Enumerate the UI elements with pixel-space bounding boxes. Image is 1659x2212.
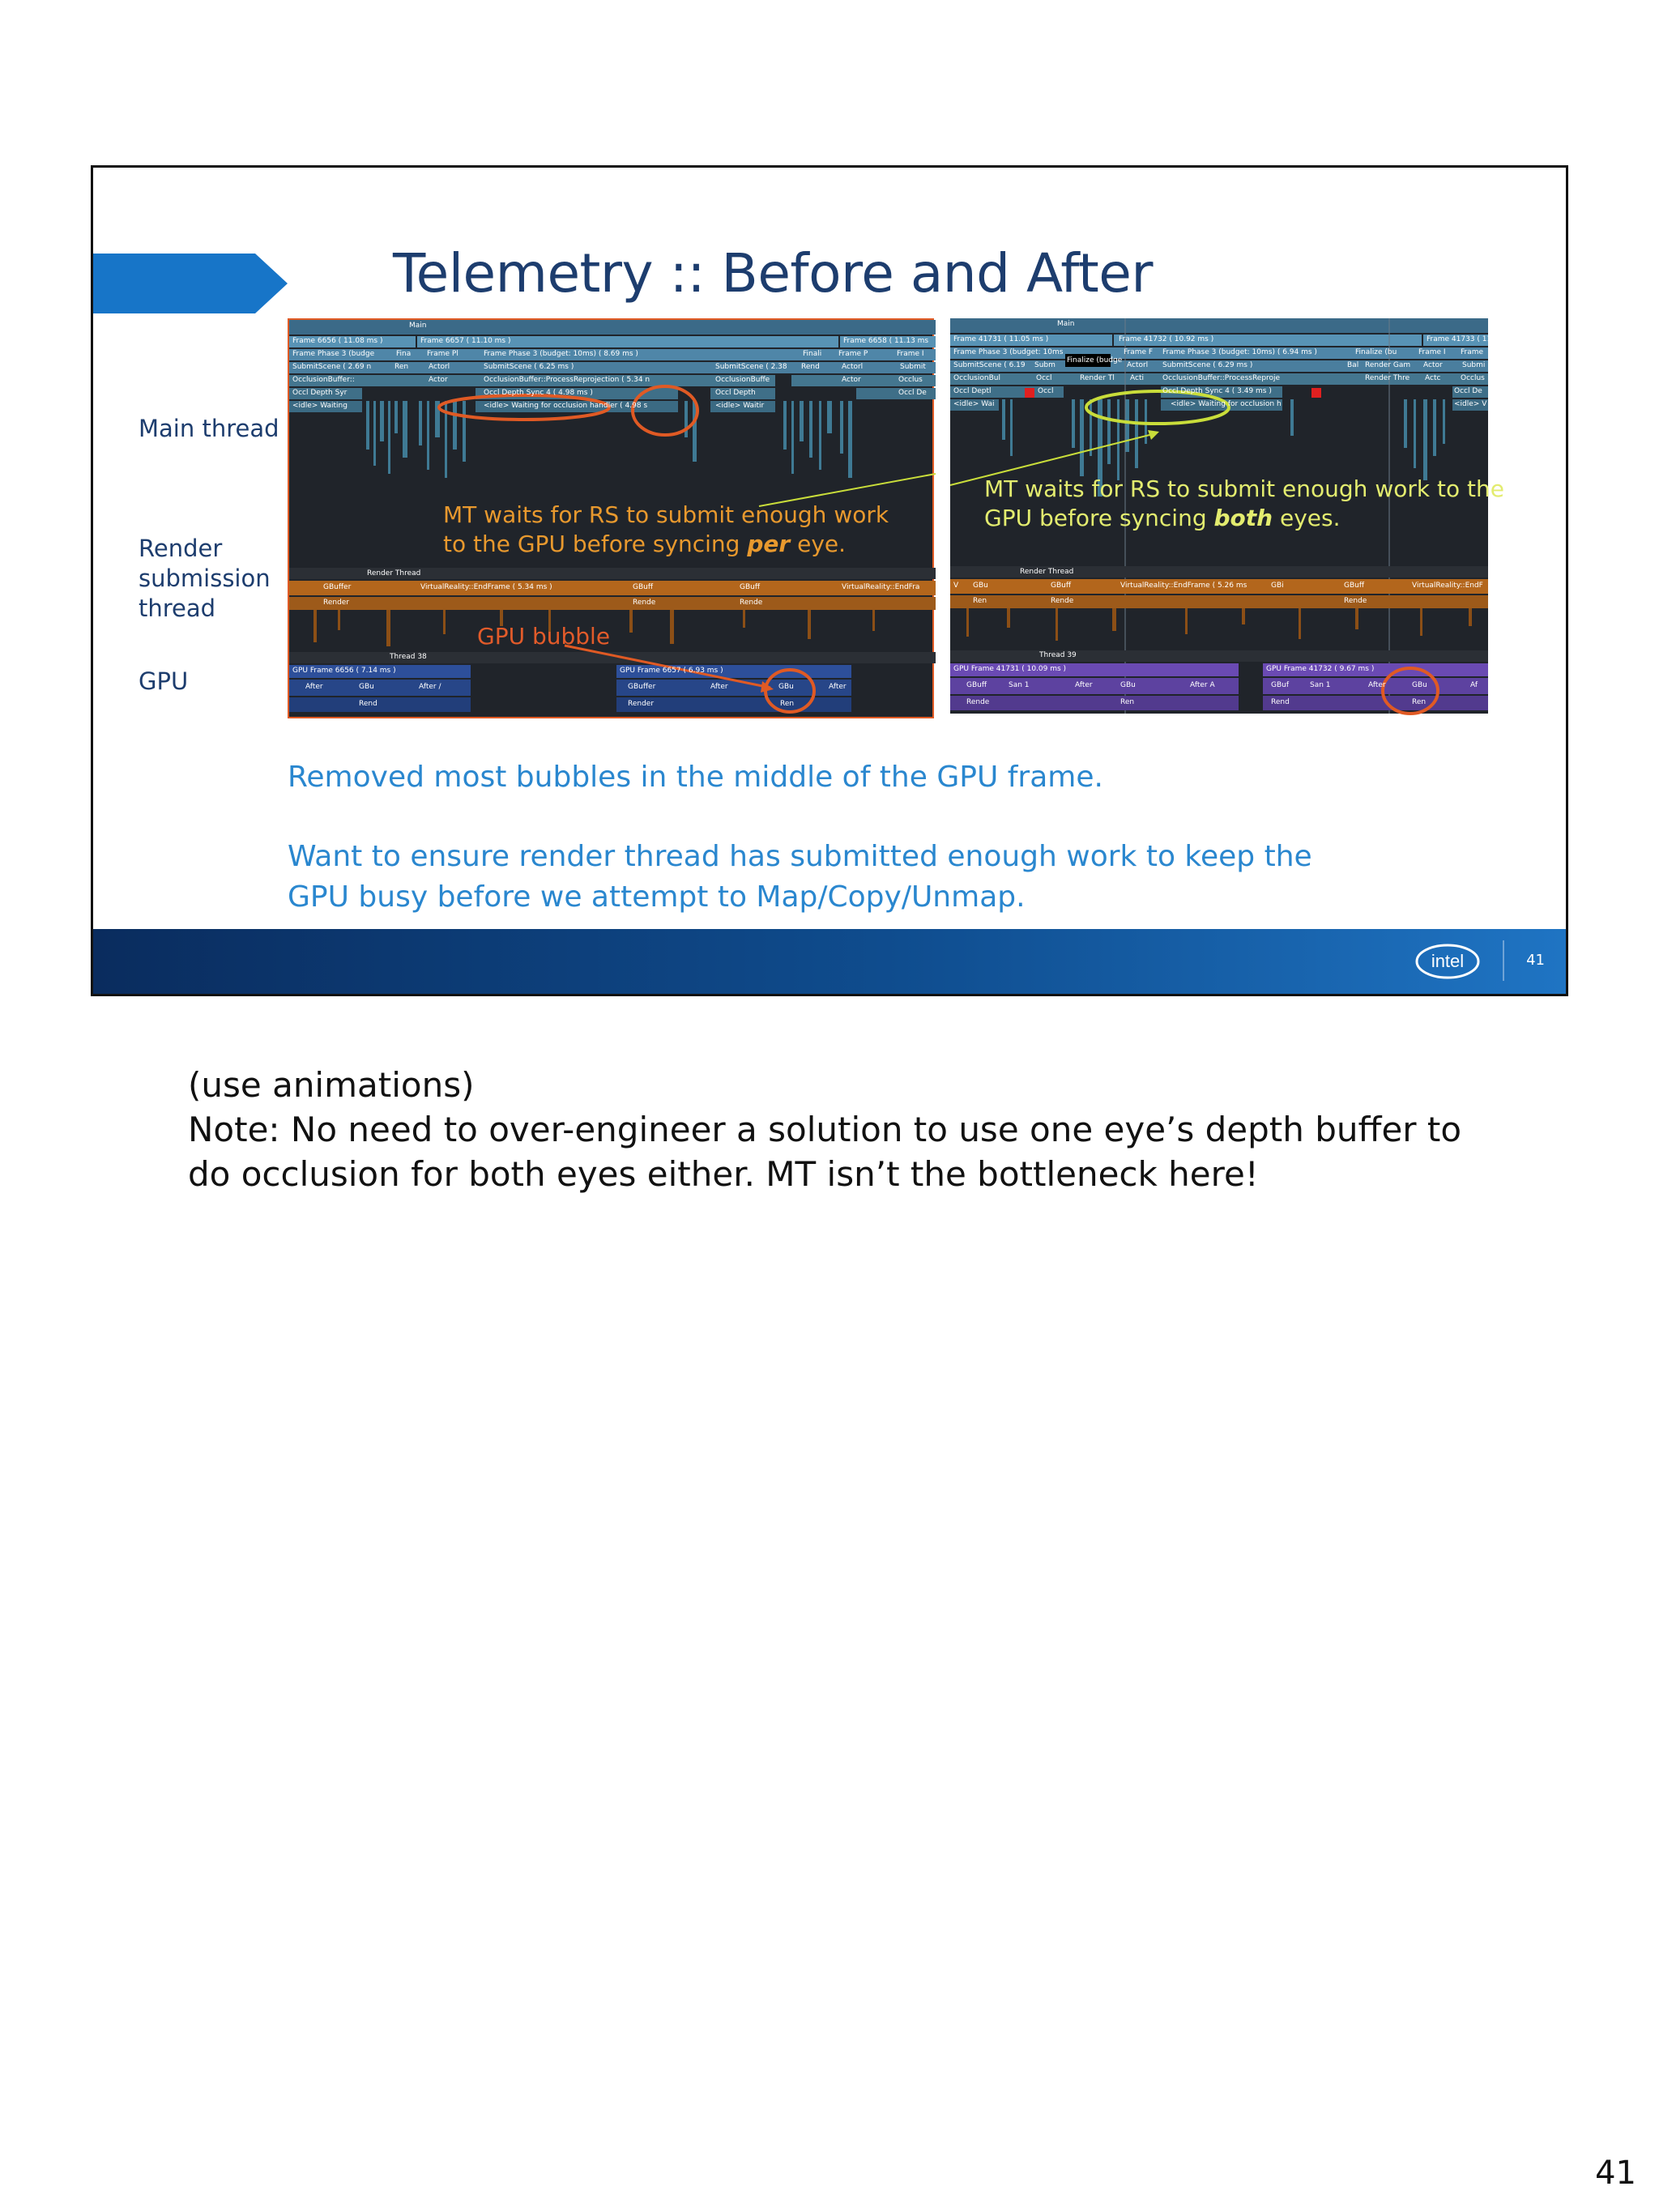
after-idle-0: <idle> Wai [953,400,995,408]
gpu-bubble-label: GPU bubble [477,623,611,650]
after-occl-0: OcclusionBul [953,374,1000,382]
after-occl-3: Acti [1130,374,1144,382]
before-submit-0: SubmitScene ( 2.69 n [292,363,372,371]
after-phase-0: Frame Phase 3 (budget: 10ms [953,348,1064,356]
before-depth-3: Occl De [898,389,927,397]
after-gpu-frame-1: GPU Frame 41732 ( 9.67 ms ) [1266,665,1375,673]
before-gpu-frame-0: GPU Frame 6656 ( 7.14 ms ) [292,667,396,675]
before-render2-2: Rende [740,599,763,607]
after-gpu2-3: Ren [1412,698,1427,706]
after-render-2: GBuff [1051,582,1072,590]
intel-logo [1414,940,1482,982]
after-render-0: V [953,582,959,590]
before-idle-2: <idle> Waitir [715,402,765,410]
after-submit-2: Actorl [1127,361,1149,369]
after-gpu-3: GBu [1120,681,1136,689]
before-depth-2: Occl Depth [715,389,756,397]
slide-footer [93,929,1566,994]
after-gpu-5: GBuf [1271,681,1290,689]
after-submit-6: Actor [1423,361,1443,369]
after-render2-0: Ren [973,597,987,605]
after-idle-2: <idle> V [1454,400,1487,408]
body-line-3: GPU busy before we attempt to Map/Copy/Unmap. [288,880,1026,914]
after-occl-2: Render Tl [1080,374,1115,382]
after-render-6: VirtualReality::EndF [1412,582,1483,590]
presentation-slide [91,165,1568,996]
after-gpu-4: After A [1190,681,1215,689]
after-idle-1: <idle> Waiting for occlusion h [1171,400,1282,408]
notes-line-2: Note: No need to over-engineer a solution to use one eye’s depth buffer to [188,1110,1462,1149]
before-idle-0: <idle> Waiting [292,402,348,410]
after-occl-5: Render Thre [1365,374,1410,382]
after-depth-0: Occl Deptl [953,387,992,395]
after-frame-0: Frame 41731 ( 11.05 ms ) [953,335,1049,343]
after-gpu-frame-0: GPU Frame 41731 ( 10.09 ms ) [953,665,1067,673]
before-occl-4: Actor [842,376,861,384]
after-render2-1: Rende [1051,597,1074,605]
before-render-3: GBuff [740,583,761,591]
before-submit-4: SubmitScene ( 2.38 [715,363,787,371]
before-render-1: VirtualReality::EndFrame ( 5.34 ms ) [420,583,552,591]
before-phase-4: Finali [803,350,822,358]
after-note-line1: MT waits for RS to submit enough work to the [984,475,1504,502]
after-render2-2: Rende [1344,597,1367,605]
before-phase-1: Fina [396,350,412,358]
after-depth-2: Occl Depth Sync 4 ( 3.49 ms ) [1162,387,1272,395]
after-frame-1: Frame 41732 ( 10.92 ms ) [1119,335,1214,343]
before-render-0: GBuffer [323,583,352,591]
before-main-header: Main [409,322,427,330]
before-depth-0: Occl Depth Syr [292,389,348,397]
after-gpu-2: After [1075,681,1093,689]
before-gpu2-1: Render [628,700,655,708]
after-gpu-9: Af [1470,681,1478,689]
after-phase-1: Frame F [1124,348,1154,356]
before-gpu-6: After [829,683,847,691]
before-submit-1: Ren [394,363,409,371]
before-occl-3: OcclusionBuffe [715,376,770,384]
after-gpu2-0: Rende [966,698,990,706]
before-phase-2: Frame Pl [427,350,458,358]
before-render2-0: Render [323,599,350,607]
after-gpu-1: San 1 [1009,681,1030,689]
after-phase-5: Frame [1461,348,1484,356]
after-phase-3: Finalize (bu [1355,348,1397,356]
before-thread-header: Thread 38 [390,653,427,661]
telemetry-before-panel [288,318,934,718]
after-main-header: Main [1057,320,1075,328]
slide-title: Telemetry :: Before and After [393,242,1153,305]
before-render2-1: Rende [633,599,656,607]
before-note-line2: to the GPU before syncing per eye. [443,531,847,557]
before-gpu-2: After / [419,683,441,691]
label-gpu: GPU [139,667,189,695]
after-render-1: GBu [973,582,988,590]
before-phase-5: Frame P [838,350,868,358]
before-gpu-5: GBu [778,683,794,691]
after-depth-1: Occl [1038,387,1054,395]
before-submit-7: Submit [900,363,926,371]
after-submit-3: SubmitScene ( 6.29 ms ) [1162,361,1253,369]
after-occl-6: Actc [1425,374,1441,382]
after-submit-0: SubmitScene ( 6.19 [953,361,1026,369]
before-gpu-1: GBu [359,683,374,691]
after-gpu2-2: Rend [1271,698,1290,706]
after-submit-7: Submi [1462,361,1486,369]
intel-logo-text: intel [1431,951,1465,971]
before-occl-1: Actor [429,376,448,384]
after-gpu2-1: Ren [1120,698,1135,706]
body-line-1: Removed most bubbles in the middle of the GPU frame. [288,761,1103,794]
after-render-header: Render Thread [1020,568,1074,576]
after-gpu-8: GBu [1412,681,1427,689]
before-gpu-3: GBuffer [628,683,656,691]
label-render-line3: thread [139,595,216,622]
before-occl-0: OcclusionBuffer:: [292,376,355,384]
before-submit-3: SubmitScene ( 6.25 ms ) [484,363,574,371]
after-phase-2: Frame Phase 3 (budget: 10ms) ( 6.94 ms ) [1162,348,1317,356]
slide-number: 41 [1526,952,1545,969]
before-frame-0: Frame 6656 ( 11.08 ms ) [292,337,383,345]
after-tooltip: Finalize (budge [1067,356,1123,364]
after-note-line2: GPU before syncing both eyes. [984,505,1341,531]
after-submit-5: Render Gam [1365,361,1411,369]
before-render-2: GBuff [633,583,654,591]
before-phase-3: Frame Phase 3 (budget: 10ms) ( 8.69 ms ) [484,350,638,358]
after-occl-1: Occl [1036,374,1052,382]
before-note-line1: MT waits for RS to submit enough work [443,501,889,528]
after-phase-4: Frame I [1418,348,1446,356]
after-thread-header: Thread 39 [1039,651,1077,659]
before-gpu2-2: Ren [780,700,795,708]
page-number: 41 [1595,2154,1636,2192]
speaker-notes [188,1063,1461,1196]
before-render-4: VirtualReality::EndFra [842,583,920,591]
before-gpu-frame-1: GPU Frame 6657 ( 6.93 ms ) [620,667,723,675]
after-occl-7: Occlus [1461,374,1485,382]
after-gpu-6: San 1 [1310,681,1331,689]
after-render-5: GBuff [1344,582,1365,590]
before-submit-6: Actorl [842,363,864,371]
before-submit-2: Actorl [429,363,450,371]
after-frame-2: Frame 41733 ( 11.5 [1427,335,1499,343]
before-frame-1: Frame 6657 ( 11.10 ms ) [420,337,511,345]
after-render-4: GBi [1271,582,1284,590]
body-line-2: Want to ensure render thread has submitted enough work to keep the [288,840,1312,873]
after-depth-3: Occl De [1454,387,1482,395]
before-idle-1: <idle> Waiting for occlusion handler ( 4.98 s [484,402,648,410]
after-render-3: VirtualReality::EndFrame ( 5.26 ms [1120,582,1247,590]
before-frame-2: Frame 6658 ( 11.13 ms [843,337,929,345]
before-phase-6: Frame I [897,350,924,358]
notes-line-3: do occlusion for both eyes either. MT isn’t the bottleneck here! [188,1154,1259,1194]
after-submit-4: Bal [1347,361,1359,369]
before-phase-0: Frame Phase 3 (budge [292,350,375,358]
before-gpu-4: After [710,683,728,691]
after-gpu-0: GBuff [966,681,987,689]
before-occl-5: Occlus [898,376,923,384]
after-submit-1: Subm [1034,361,1056,369]
label-render-line1: Render [139,535,223,562]
before-render-header: Render Thread [367,569,421,578]
label-render-line2: submission [139,565,271,592]
before-occl-2: OcclusionBuffer::ProcessReprojection ( 5.34 n [484,376,650,384]
before-gpu-0: After [305,683,323,691]
before-gpu2-0: Rend [359,700,377,708]
after-gpu-7: After [1368,681,1386,689]
notes-line-1: (use animations) [188,1065,475,1105]
label-main-thread: Main thread [139,415,279,442]
footer-separator [1503,940,1504,981]
after-occl-4: OcclusionBuffer::ProcessReproje [1162,374,1281,382]
telemetry-after-panel [950,318,1504,714]
title-arrow-tab [93,254,288,313]
before-submit-5: Rend [801,363,820,371]
before-depth-1: Occl Depth Sync 4 ( 4.98 ms ) [484,389,593,397]
